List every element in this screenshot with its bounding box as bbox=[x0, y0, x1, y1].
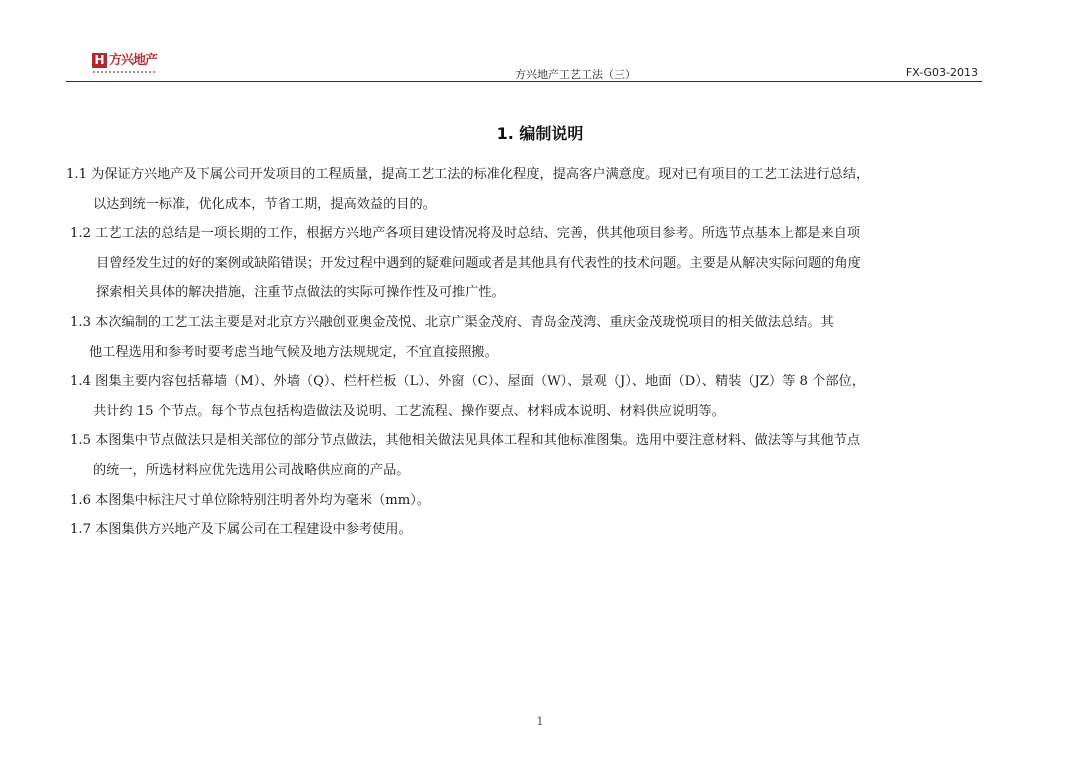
header-divider bbox=[66, 81, 982, 82]
item-line: 1.1 为保证方兴地产及下属公司开发项目的工程质量，提高工艺工法的标准化程度，提高客户满意度。现对已有项目的工艺工法进行总结， bbox=[66, 167, 870, 182]
item-line: 1.5 本图集中节点做法只是相关部位的部分节点做法，其他相关做法见具体工程和其他标准图集。选用中要注意材料、做法等与其他节点 bbox=[70, 433, 861, 449]
logo-text: 方兴地产 bbox=[109, 53, 158, 68]
item-line: 1.6 本图集中标注尺寸单位除特别注明者外均为毫米（mm）。 bbox=[70, 492, 431, 508]
item-line: 共计约 15 个节点。每个节点包括构造做法及说明、工艺流程、操作要点、材料成本说明、材料供应说明等。 bbox=[93, 403, 725, 419]
item-line: 他工程选用和参考时要考虑当地气候及地方法规规定，不宜直接照搬。 bbox=[89, 344, 498, 360]
section-title: 1. 编制说明 bbox=[496, 124, 584, 143]
document-header-title: 方兴地产工艺工法（三） bbox=[515, 68, 636, 81]
item-line: 的统一，所选材料应优先选用公司战略供应商的产品。 bbox=[93, 462, 410, 478]
list-item-1-4 bbox=[66, 367, 986, 426]
item-line: 目曾经发生过的好的案例或缺陷错误；开发过程中遇到的疑难问题或者是其他具有代表性的技术问题。主要是从解决实际问题的角度 bbox=[96, 255, 861, 271]
item-line: 1.2 工艺工法的总结是一项长期的工作，根据方兴地产各项目建设情况将及时总结、完善，供其他项目参考。所选节点基本上都是来自项 bbox=[70, 226, 861, 242]
list-item-1-5 bbox=[66, 426, 986, 485]
list-item-1-7 bbox=[66, 515, 986, 545]
item-line: 1.4 图集主要内容包括幕墙（M）、外墙（Q）、栏杆栏板（L）、外窗（C）、屋面（W）、景观（J）、地面（D）、精装（JZ）等 8 个部位， bbox=[70, 374, 865, 390]
list-item-1-2 bbox=[66, 219, 986, 308]
company-logo bbox=[92, 52, 172, 78]
document-code: FX-G03-2013 bbox=[905, 66, 978, 79]
logo-mark-icon: H bbox=[92, 53, 107, 68]
list-item-1-3 bbox=[66, 308, 986, 367]
item-line: 探索相关具体的解决措施，注重节点做法的实际可操作性及可推广性。 bbox=[96, 285, 505, 301]
page-number: 1 bbox=[536, 715, 544, 728]
item-line: 1.3 本次编制的工艺工法主要是对北京方兴融创亚奥金茂悦、北京广渠金茂府、青岛金茂湾、重庆金茂珑悦项目的相关做法总结。其 bbox=[70, 314, 834, 330]
item-line: 以达到统一标准，优化成本，节省工期，提高效益的目的。 bbox=[93, 196, 436, 212]
list-item-1-6 bbox=[66, 486, 986, 516]
item-line: 1.7 本图集供方兴地产及下属公司在工程建设中参考使用。 bbox=[70, 522, 412, 538]
list-item-1-1 bbox=[66, 160, 986, 219]
description-list bbox=[66, 160, 986, 545]
logo-tagline-decoration bbox=[93, 71, 155, 75]
